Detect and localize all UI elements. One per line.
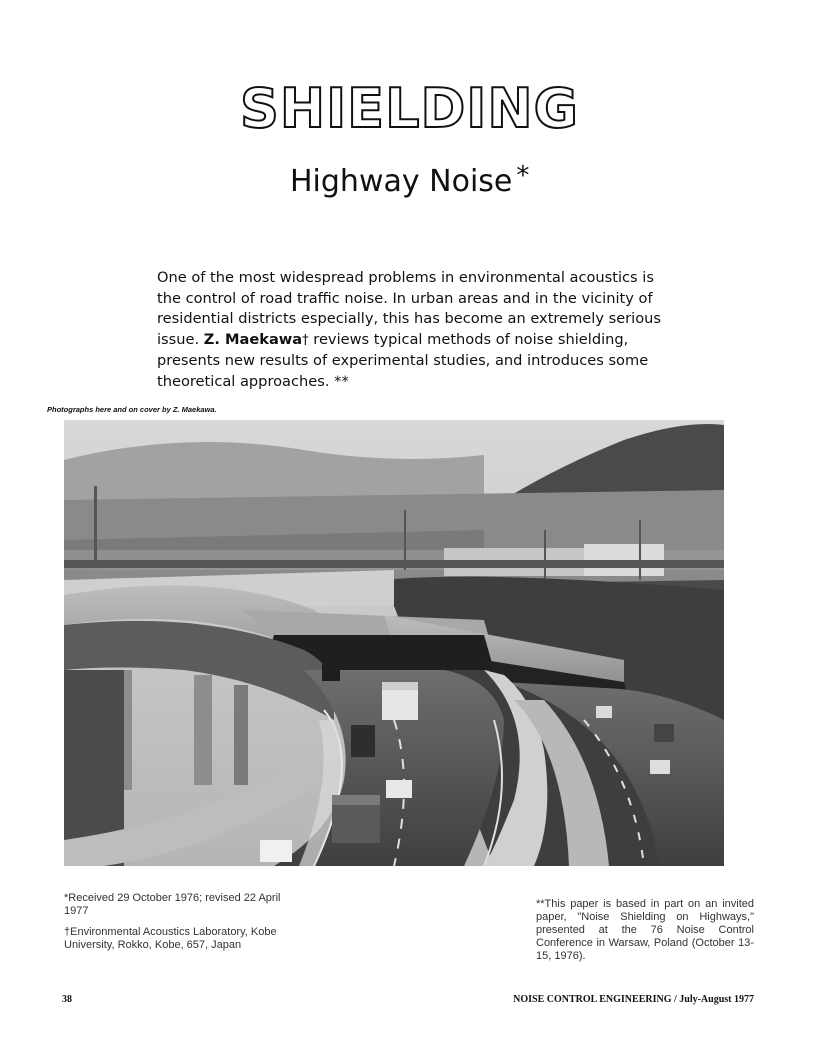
footnotes-right	[536, 898, 754, 963]
abstract-text-1: One of the most widespread problems in environmental acoustics is the control of road traffic noise. In urban areas and in the vicinity of residential districts especially, this has become an extremely serious issue.	[157, 269, 662, 348]
subtitle-footnote-mark: *	[516, 161, 530, 191]
journal-footer: NOISE CONTROL ENGINEERING / July-August 1977	[513, 994, 754, 1005]
abstract-text-2: reviews typical methods of noise shielding, presents new results of experimental studies, and introduces some theoretical approaches.	[157, 330, 649, 390]
abstract-end-mark: **	[334, 372, 349, 390]
footnote-note: **This paper is based in part on an invited paper, "Noise Shielding on Highways," presented at the 76 Noise Control Conference in Warsaw, Poland (October 13-15, 1976).	[536, 898, 754, 962]
article-title	[240, 77, 579, 140]
footnotes-left	[64, 892, 284, 960]
author-footnote-mark: †	[302, 332, 309, 348]
photo-credit: Photographs here and on cover by Z. Maekawa.	[47, 405, 217, 414]
article-subtitle	[290, 160, 570, 204]
abstract-paragraph	[157, 268, 667, 392]
footnote-received: *Received 29 October 1976; revised 22 April 1977	[64, 892, 281, 917]
highway-photo	[64, 420, 724, 866]
footnote-affiliation: †Environmental Acoustics Laboratory, Kobe University, Rokko, Kobe, 657, Japan	[64, 926, 277, 951]
author-name: Z. Maekawa	[203, 330, 303, 348]
page-number: 38	[62, 994, 72, 1005]
article-subtitle-text: Highway Noise	[290, 164, 513, 199]
highway-photo-illustration	[64, 420, 724, 866]
article-title-text: SHIELDING	[240, 77, 579, 140]
